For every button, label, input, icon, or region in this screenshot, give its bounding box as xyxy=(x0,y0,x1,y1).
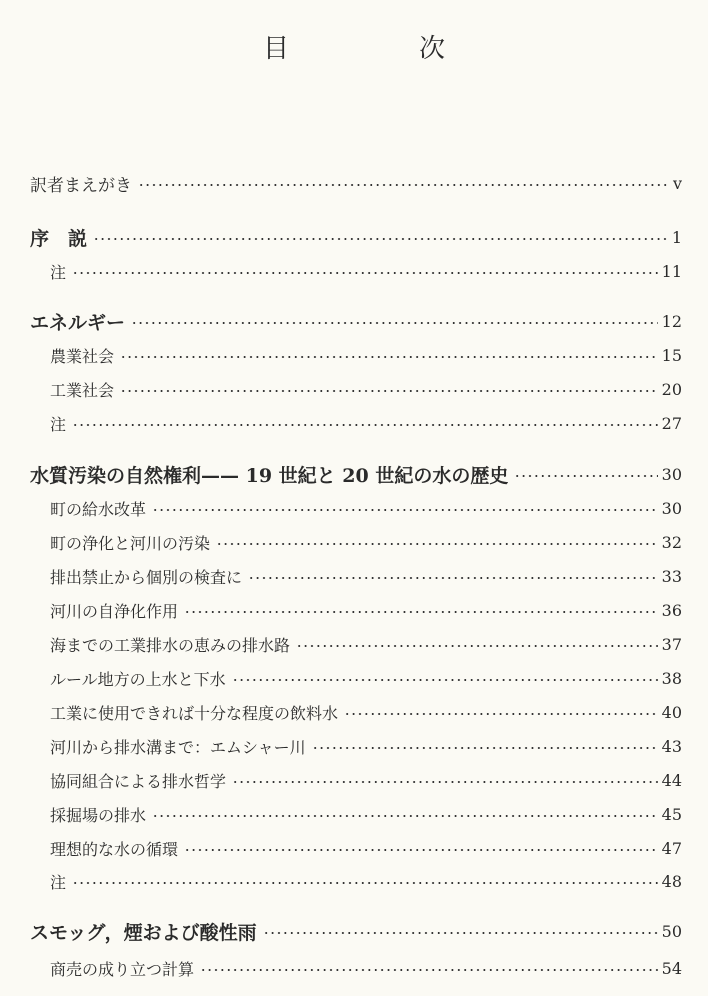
toc-entry-label: 注 xyxy=(50,872,67,892)
leader-dots xyxy=(93,237,668,241)
toc-entry-page: 12 xyxy=(661,311,682,331)
leader-dots xyxy=(200,968,658,972)
toc-entry[interactable] xyxy=(0,306,708,336)
toc-entry-page: 36 xyxy=(661,600,682,620)
toc-entry-page: 44 xyxy=(661,770,682,790)
toc-entry-page: 50 xyxy=(661,921,682,941)
leader-dots xyxy=(184,610,658,614)
leader-dots xyxy=(248,576,658,580)
toc-entry[interactable] xyxy=(0,731,708,761)
toc-entry-label: 河川から排水溝まで：エムシャー川 xyxy=(50,737,306,757)
leader-dots xyxy=(232,678,658,682)
leader-dots xyxy=(120,355,658,359)
leader-dots xyxy=(312,746,658,750)
toc-entry[interactable] xyxy=(0,222,708,252)
toc-entry-label: 訳者まえがき xyxy=(30,175,132,196)
toc-entry-page: 27 xyxy=(661,413,682,433)
toc-entry-label: ルール地方の上水と下水 xyxy=(50,669,226,689)
toc-entry-page: 30 xyxy=(661,498,682,518)
leader-dots xyxy=(152,814,658,818)
toc-entry-label: 工業に使用できれば十分な程度の飲料水 xyxy=(50,703,339,723)
toc-entry-label: 注 xyxy=(50,262,67,282)
toc-entry[interactable] xyxy=(0,408,708,438)
toc-entry[interactable] xyxy=(0,663,708,693)
leader-dots xyxy=(263,931,658,935)
toc-entry[interactable] xyxy=(0,697,708,727)
toc-entry[interactable] xyxy=(0,256,708,286)
toc-entry-page: 45 xyxy=(661,804,682,824)
leader-dots xyxy=(232,780,658,784)
toc-entry[interactable] xyxy=(0,629,708,659)
toc-entry[interactable] xyxy=(0,459,708,489)
toc-entry-page: 43 xyxy=(661,736,682,756)
leader-dots xyxy=(184,848,658,852)
leader-dots xyxy=(152,508,658,512)
toc-entry[interactable] xyxy=(0,561,708,591)
toc-entry[interactable] xyxy=(0,527,708,557)
leader-dots xyxy=(72,881,658,885)
toc-entry-page: 1 xyxy=(671,227,682,247)
toc-entry[interactable] xyxy=(0,595,708,625)
leader-dots xyxy=(131,321,658,325)
toc-entry[interactable] xyxy=(0,833,708,863)
toc-entry-page: 20 xyxy=(661,379,682,399)
toc-entry-label: 水質汚染の自然権利 xyxy=(30,464,202,487)
toc-entry[interactable] xyxy=(0,799,708,829)
toc-entry-label: スモッグ，煙および酸性雨 xyxy=(30,921,257,944)
leader-dots xyxy=(120,389,658,393)
toc-entry-page: 15 xyxy=(661,345,682,365)
leader-dots xyxy=(216,542,658,546)
toc-entry-page: 54 xyxy=(661,958,682,978)
toc-entry-subtitle: —— 19 世紀と 20 世紀の水の歴史 xyxy=(201,464,509,487)
toc-entry[interactable] xyxy=(0,765,708,795)
toc-entry-page: 48 xyxy=(661,871,682,891)
leader-dots xyxy=(344,712,658,716)
toc-entry-label: 排出禁止から個別の検査に xyxy=(50,567,243,587)
toc-entry[interactable] xyxy=(0,866,708,896)
toc-entry-page: 33 xyxy=(661,566,682,586)
toc-entry[interactable] xyxy=(0,374,708,404)
page-title: 目 次 xyxy=(262,34,497,64)
toc-entry-label: 町の給水改革 xyxy=(50,499,147,519)
toc-entry-page: v xyxy=(672,173,682,193)
leader-dots xyxy=(514,474,657,478)
toc-entry-label: 商売の成り立つ計算 xyxy=(50,959,195,979)
toc-entry[interactable] xyxy=(0,340,708,370)
toc-entry-label: 協同組合による排水哲学 xyxy=(50,771,227,791)
toc-entry-label: 理想的な水の循環 xyxy=(50,839,179,859)
toc-entry-label: 河川の自浄化作用 xyxy=(50,601,179,621)
toc-entry-label: 町の浄化と河川の汚染 xyxy=(50,533,211,553)
leader-dots xyxy=(138,183,669,187)
toc-entry-label: 注 xyxy=(50,414,67,434)
toc-entry-page: 40 xyxy=(661,702,682,722)
leader-dots xyxy=(72,271,658,275)
toc-entry-label: 採掘場の排水 xyxy=(50,805,147,825)
leader-dots xyxy=(296,644,658,648)
toc-entry-page: 11 xyxy=(661,261,682,281)
toc-entry-page: 38 xyxy=(661,668,682,688)
toc-entry-label: エネルギー xyxy=(30,311,126,334)
toc-entry[interactable] xyxy=(0,493,708,523)
toc-entry-label: 序 説 xyxy=(30,227,88,250)
toc-entry-page: 30 xyxy=(661,464,682,484)
toc-entry-page: 32 xyxy=(661,532,682,552)
leader-dots xyxy=(72,423,658,427)
toc-entry[interactable] xyxy=(0,916,708,946)
toc-entry-label: 海までの工業排水の恵みの排水路 xyxy=(50,635,291,655)
toc-entry[interactable] xyxy=(0,953,708,983)
toc-entry-label: 農業社会 xyxy=(50,346,115,366)
toc-entry[interactable] xyxy=(0,168,708,198)
toc-entry-page: 37 xyxy=(661,634,682,654)
toc-entry-label: 工業社会 xyxy=(50,380,115,400)
toc-entry-page: 47 xyxy=(661,838,682,858)
